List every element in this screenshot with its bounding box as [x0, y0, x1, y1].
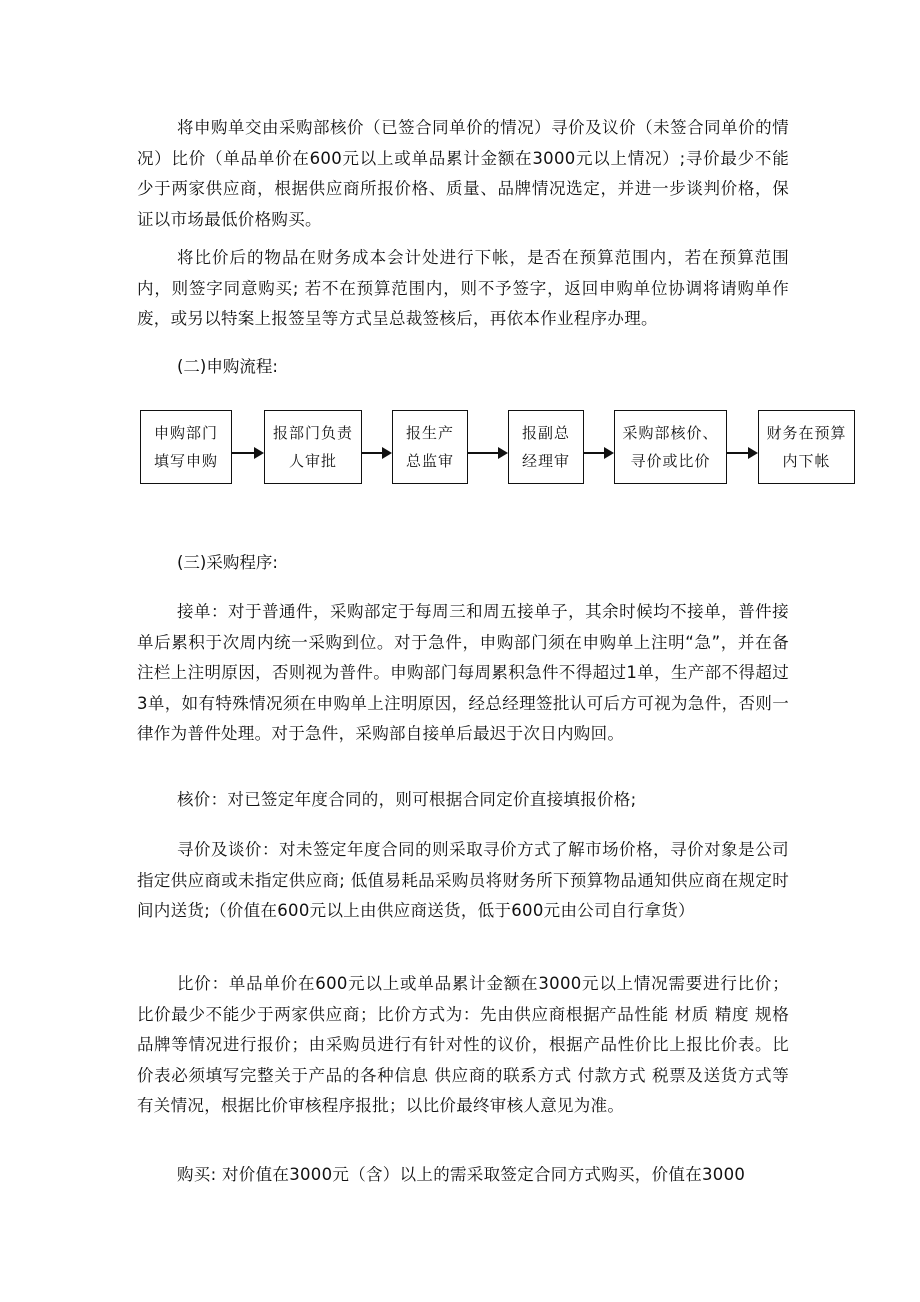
flow-step-6: 财务在预算内下帐 [758, 410, 855, 484]
flow-step-3: 报生产总监审 [392, 410, 468, 484]
flow-step-1: 申购部门填写申购 [140, 410, 232, 484]
flow-arrow-1 [232, 452, 262, 454]
paragraph-price-check: 核价：对已签定年度合同的，则可根据合同定价直接填报价格; [177, 790, 637, 809]
heading-procurement-procedure: (三)采购程序: [177, 553, 278, 572]
paragraph-budget-booking: 将比价后的物品在财务成本会计处进行下帐，是否在预算范围内，若在预算范围内，则签字同意购买; 若不在预算范围内，则不予签字，返回申购单位协调将请购单作废，或另以特案上报签呈等方式呈总裁签核后，再依本作业程序办理。 [137, 248, 789, 328]
heading-requisition-flow: (二)申购流程: [177, 357, 278, 376]
flow-step-4: 报副总经理审 [508, 410, 584, 484]
flow-step-5: 采购部核价、寻价或比价 [614, 410, 727, 484]
paragraph-purchase: 购买: 对价值在3000元（含）以上的需采取签定合同方式购买，价值在3000 [177, 1165, 746, 1184]
paragraph-price-comparison: 比价：单品单价在600元以上或单品累计金额在3000元以上情况需要进行比价；比价最少不能少于两家供应商；比价方式为：先由供应商根据产品性能 材质 精度 规格 品牌等情况进行报价；由采购员进行有针对性的议价，根据产品性价比上报比价表。比价表必须填写完整关于产品的各种信息 供应商的联系方式 付款方式 税票及送货方式等有关情况，根据比价审核程序报批；以比价最终审核人意见为准。 [137, 974, 789, 1115]
flow-step-2: 报部门负责人审批 [264, 410, 362, 484]
flow-arrow-2 [362, 452, 390, 454]
flow-arrow-3 [468, 452, 506, 454]
paragraph-inquiry-negotiation: 寻价及谈价：对未签定年度合同的则采取寻价方式了解市场价格，寻价对象是公司指定供应商或未指定供应商; 低值易耗品采购员将财务所下预算物品通知供应商在规定时间内送货;（价值在600元以上由供应商送货，低于600元由公司自行拿货） [137, 840, 789, 920]
flow-arrow-5 [727, 452, 756, 454]
paragraph-order-receipt: 接单：对于普通件，采购部定于每周三和周五接单子，其余时候均不接单，普件接单后累积于次周内统一采购到位。对于急件，申购部门须在申购单上注明“急”，并在备注栏上注明原因，否则视为普件。申购部门每周累积急件不得超过1单，生产部不得超过3单，如有特殊情况须在申购单上注明原因，经总经理签批认可后方可视为急件，否则一律作为普件处理。对于急件，采购部自接单后最迟于次日内购回。 [137, 602, 789, 743]
flow-arrow-4 [584, 452, 612, 454]
paragraph-pricing-review: 将申购单交由采购部核价（已签合同单价的情况）寻价及议价（未签合同单价的情况）比价（单品单价在600元以上或单品累计金额在3000元以上情况）;寻价最少不能少于两家供应商，根据供应商所报价格、质量、品牌情况选定，并进一步谈判价格，保证以市场最低价格购买。 [137, 118, 789, 229]
